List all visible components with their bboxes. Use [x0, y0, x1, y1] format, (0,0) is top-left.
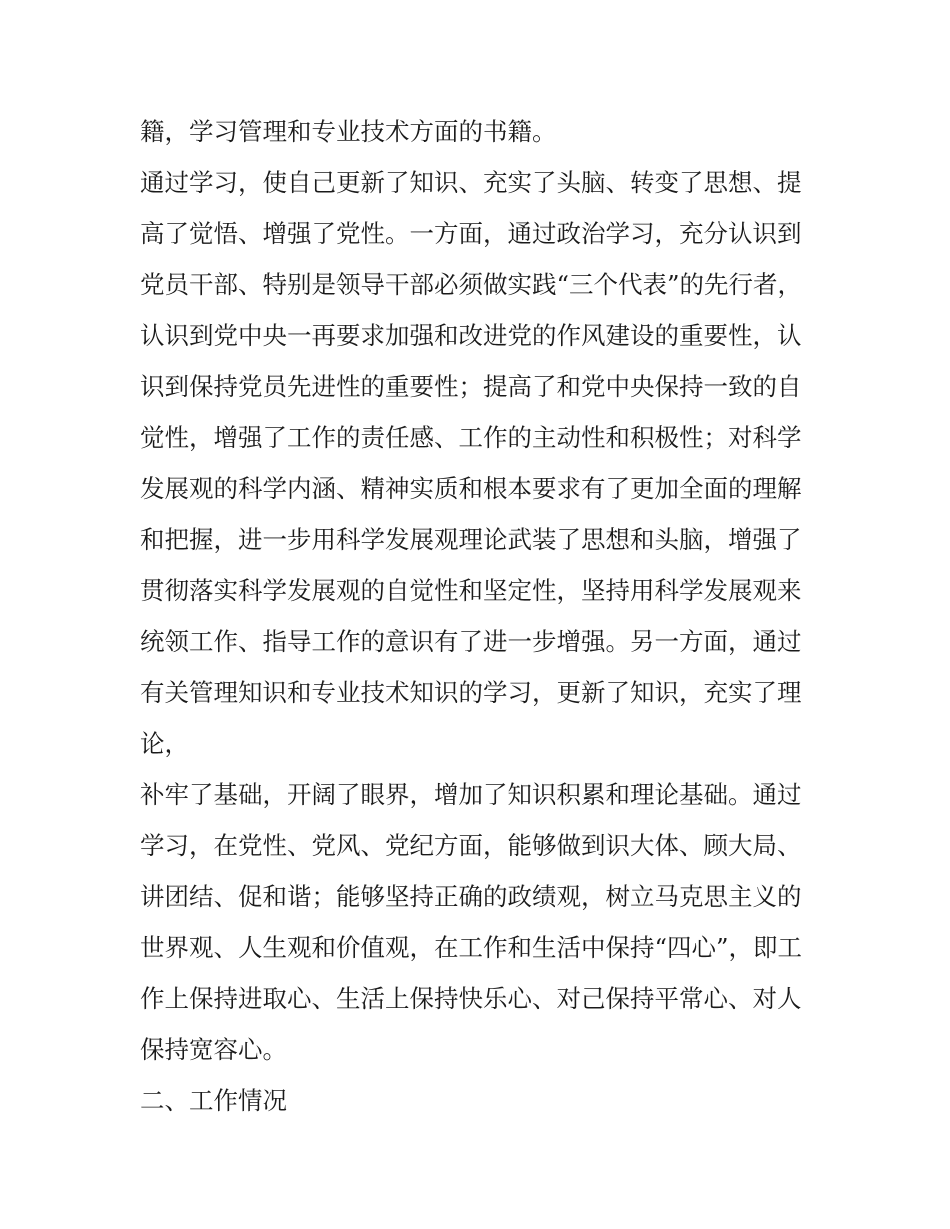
text-line: 统领工作、指导工作的意识有了进一步增强。另一方面，通过	[140, 627, 802, 656]
text-line: 党员干部、特别是领导干部必须做实践“三个代表”的先行者，	[140, 270, 803, 299]
text-line: 作上保持进取心、生活上保持快乐心、对己保持平常心、对人	[140, 984, 802, 1013]
text-line: 发展观的科学内涵、精神实质和根本要求有了更加全面的理解	[140, 474, 802, 503]
text-line: 贯彻落实科学发展观的自觉性和坚定性，坚持用科学发展观来	[140, 576, 802, 605]
text-line: 世界观、人生观和价值观，在工作和生活中保持“四心”，即工	[140, 933, 803, 962]
text-line: 讲团结、促和谐；能够坚持正确的政绩观，树立马克思主义的	[140, 882, 802, 911]
text-line: 论，	[140, 729, 189, 758]
text-line: 和把握，进一步用科学发展观理论武装了思想和头脑，增强了	[140, 525, 802, 554]
text-line: 保持宽容心。	[140, 1035, 287, 1064]
text-line: 认识到党中央一再要求加强和改进党的作风建设的重要性，认	[140, 321, 802, 350]
text-line: 补牢了基础，开阔了眼界，增加了知识积累和理论基础。通过	[140, 780, 802, 809]
section-heading: 二、工作情况	[140, 1086, 287, 1115]
text-line: 有关管理知识和专业技术知识的学习，更新了知识，充实了理	[140, 678, 802, 707]
text-line: 通过学习，使自己更新了知识、充实了头脑、转变了思想、提	[140, 168, 802, 197]
text-line: 觉性，增强了工作的责任感、工作的主动性和积极性；对科学	[140, 423, 802, 452]
text-line: 高了觉悟、增强了党性。一方面，通过政治学习，充分认识到	[140, 219, 802, 248]
document-body	[140, 106, 830, 1126]
text-line: 识到保持党员先进性的重要性；提高了和党中央保持一致的自	[140, 372, 802, 401]
text-line: 学习，在党性、党风、党纪方面，能够做到识大体、顾大局、	[140, 831, 802, 860]
text-line: 籍，学习管理和专业技术方面的书籍。	[140, 117, 557, 146]
